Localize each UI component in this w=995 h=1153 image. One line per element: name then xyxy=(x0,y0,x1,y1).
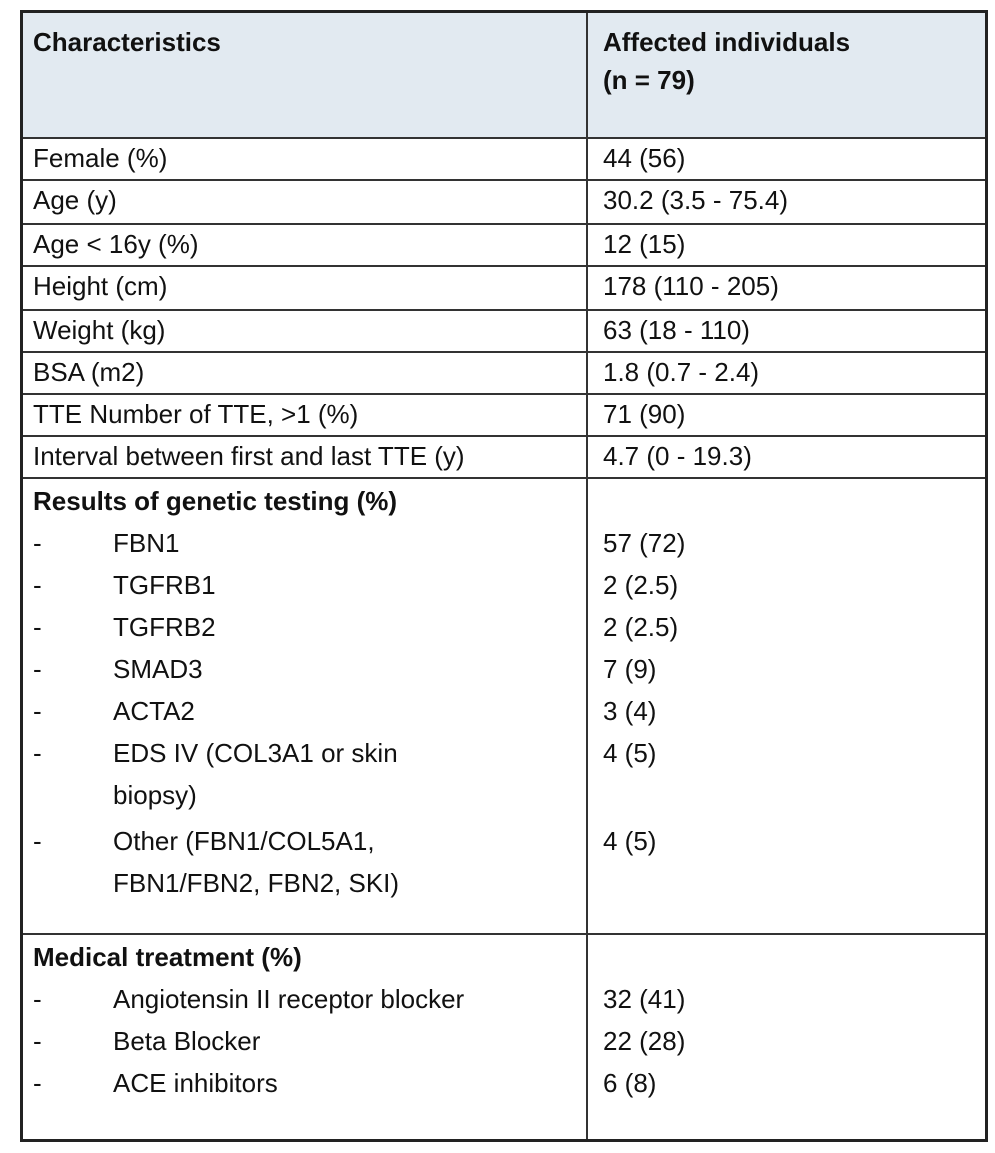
bullet-dash: - xyxy=(33,826,42,856)
row-divider xyxy=(23,477,985,479)
gene-value: 2 (2.5) xyxy=(603,570,679,600)
row-divider xyxy=(23,351,985,353)
gene-label: EDS IV (COL3A1 or skin xyxy=(113,738,398,768)
bullet-dash: - xyxy=(33,1068,42,1098)
bullet-dash: - xyxy=(33,738,42,768)
row-divider xyxy=(23,933,985,935)
row-divider xyxy=(23,309,985,311)
gene-label-continued: biopsy) xyxy=(113,780,197,810)
row-label: Female (%) xyxy=(33,143,168,173)
treatment-value: 6 (8) xyxy=(603,1068,657,1098)
bullet-dash: - xyxy=(33,1026,42,1056)
row-value: 4.7 (0 - 19.3) xyxy=(603,441,752,471)
bullet-dash: - xyxy=(33,654,42,684)
bullet-dash: - xyxy=(33,528,42,558)
gene-value: 4 (5) xyxy=(603,738,657,768)
characteristics-table xyxy=(20,10,988,1142)
treatment-label: Angiotensin II receptor blocker xyxy=(113,984,465,1014)
gene-label: TGFRB1 xyxy=(113,570,216,600)
row-label: Age (y) xyxy=(33,185,117,215)
row-label: BSA (m2) xyxy=(33,357,145,387)
row-label: Weight (kg) xyxy=(33,315,166,345)
row-value: 63 (18 - 110) xyxy=(603,315,750,345)
genetic-testing-heading: Results of genetic testing (%) xyxy=(33,486,398,516)
header-characteristics: Characteristics xyxy=(33,27,221,57)
row-divider xyxy=(23,179,985,181)
gene-value: 2 (2.5) xyxy=(603,612,679,642)
column-divider xyxy=(586,13,588,1139)
treatment-label: Beta Blocker xyxy=(113,1026,261,1056)
row-value: 30.2 (3.5 - 75.4) xyxy=(603,185,788,215)
gene-value: 3 (4) xyxy=(603,696,657,726)
treatment-value: 32 (41) xyxy=(603,984,686,1014)
gene-label: FBN1 xyxy=(113,528,180,558)
bullet-dash: - xyxy=(33,984,42,1014)
treatment-value: 22 (28) xyxy=(603,1026,686,1056)
gene-label: TGFRB2 xyxy=(113,612,216,642)
row-label: Interval between first and last TTE (y) xyxy=(33,441,465,471)
header-affected-individuals: Affected individuals xyxy=(603,27,851,57)
gene-value: 4 (5) xyxy=(603,826,657,856)
gene-label: Other (FBN1/COL5A1, xyxy=(113,826,375,856)
row-label: Height (cm) xyxy=(33,271,168,301)
bullet-dash: - xyxy=(33,696,42,726)
gene-label: ACTA2 xyxy=(113,696,195,726)
bullet-dash: - xyxy=(33,570,42,600)
gene-label-continued: FBN1/FBN2, FBN2, SKI) xyxy=(113,868,400,898)
row-value: 44 (56) xyxy=(603,143,686,173)
row-label: TTE Number of TTE, >1 (%) xyxy=(33,399,359,429)
gene-label: SMAD3 xyxy=(113,654,203,684)
treatment-label: ACE inhibitors xyxy=(113,1068,278,1098)
row-value: 12 (15) xyxy=(603,229,686,259)
row-value: 1.8 (0.7 - 2.4) xyxy=(603,357,760,387)
row-label: Age < 16y (%) xyxy=(33,229,199,259)
bullet-dash: - xyxy=(33,612,42,642)
medical-treatment-heading: Medical treatment (%) xyxy=(33,942,302,972)
gene-value: 7 (9) xyxy=(603,654,657,684)
gene-value: 57 (72) xyxy=(603,528,686,558)
header-n: (n = 79) xyxy=(603,65,695,95)
row-value: 71 (90) xyxy=(603,399,686,429)
row-value: 178 (110 - 205) xyxy=(603,271,779,301)
